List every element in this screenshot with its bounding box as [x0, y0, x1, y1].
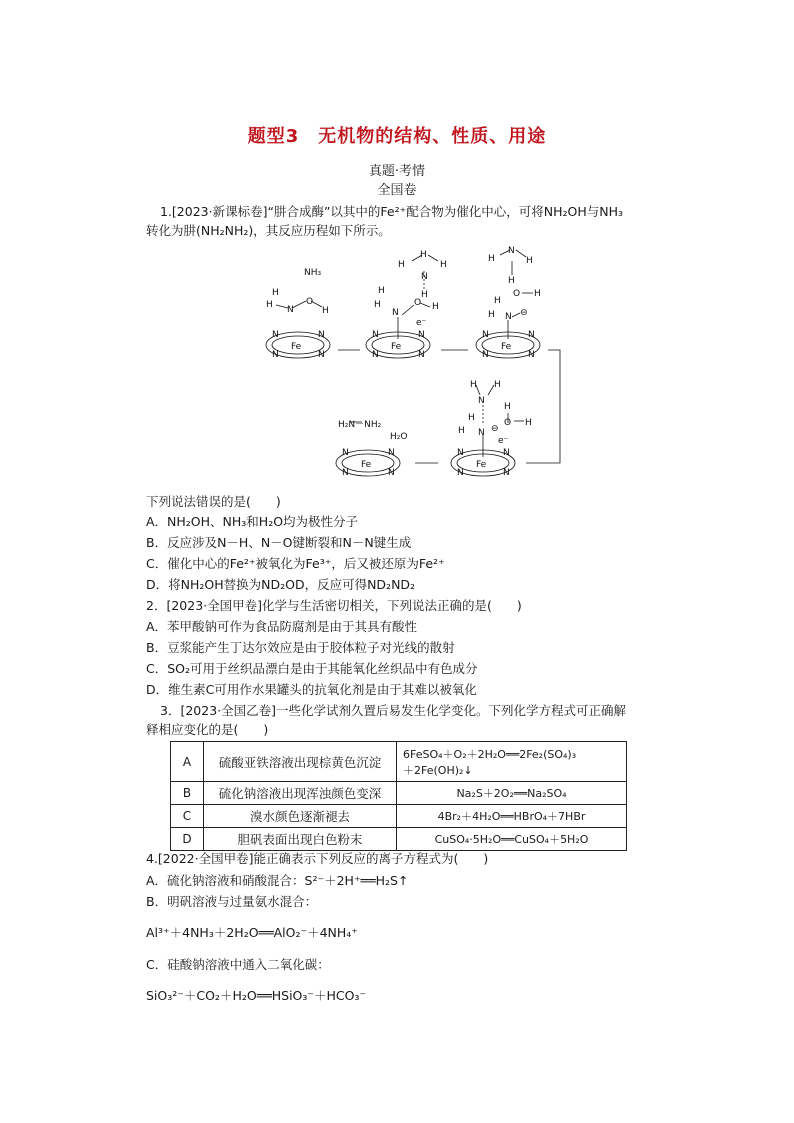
svg-text:⊖: ⊖: [520, 308, 528, 318]
svg-text:Fe: Fe: [391, 342, 402, 352]
svg-text:H: H: [526, 256, 533, 266]
q2-option-c: C．SO₂可用于丝织品漂白是由于其能氧化丝织品中有色成分: [146, 661, 478, 676]
svg-text:H: H: [488, 310, 495, 320]
svg-text:NH₃: NH₃: [304, 268, 322, 278]
q4-option-a: A．硫化钠溶液和硝酸混合：S²⁻＋2H⁺══H₂S↑: [146, 873, 409, 888]
q1-option-a: A．NH₂OH、NH₃和H₂O均为极性分子: [146, 514, 359, 529]
svg-text:N: N: [272, 330, 279, 340]
svg-text:H: H: [525, 418, 532, 428]
q2-option-b: B．豆浆能产生丁达尔效应是由于胶体粒子对光线的散射: [146, 640, 455, 655]
svg-text:H: H: [470, 380, 477, 390]
svg-text:O: O: [306, 297, 314, 307]
svg-text:e⁻: e⁻: [416, 318, 427, 328]
fe-complexes: [272, 330, 535, 478]
svg-text:N: N: [418, 330, 425, 340]
svg-text:N: N: [505, 312, 512, 322]
svg-text:N: N: [503, 448, 510, 458]
svg-text:H: H: [534, 289, 541, 299]
q1-option-d: D．将NH₂OH替换为ND₂OD，反应可得ND₂ND₂: [146, 577, 416, 592]
svg-text:N: N: [482, 330, 489, 340]
svg-text:H₂O: H₂O: [390, 432, 408, 442]
row-key: B: [171, 782, 204, 805]
svg-text:N: N: [418, 350, 425, 360]
svg-text:H₂N－NH₂: H₂N－NH₂: [338, 420, 382, 430]
svg-text:Fe: Fe: [291, 342, 302, 352]
q2-option-d: D．维生素C可用作水果罐头的抗氧化剂是由于其难以被氧化: [146, 682, 477, 697]
svg-text:N: N: [528, 330, 535, 340]
row-description: 溴水颜色逐渐褪去: [204, 805, 397, 828]
svg-text:e⁻: e⁻: [498, 436, 509, 446]
svg-text:N: N: [372, 330, 379, 340]
svg-text:N: N: [528, 350, 535, 360]
svg-text:N: N: [342, 448, 349, 458]
svg-text:N: N: [508, 246, 515, 256]
svg-text:N: N: [372, 350, 379, 360]
q4-stem: 4.[2022·全国甲卷]能正确表示下列反应的离子方程式为( ): [146, 851, 489, 866]
svg-text:Fe: Fe: [361, 460, 372, 470]
svg-text:⊖: ⊖: [491, 424, 499, 434]
row-equation: CuSO₄·5H₂O══CuSO₄＋5H₂O: [397, 828, 627, 851]
q1-option-c: C．催化中心的Fe²⁺被氧化为Fe³⁺，后又被还原为Fe²⁺: [146, 556, 445, 571]
svg-text:Fe: Fe: [476, 460, 487, 470]
svg-text:H: H: [504, 402, 511, 412]
q1-option-b: B．反应涉及N－H、N－O键断裂和N－N键生成: [146, 535, 412, 550]
svg-text:H: H: [488, 254, 495, 264]
section-heading: 真题·考情: [368, 164, 426, 179]
q4-option-c: C．硅酸钠溶液中通入二氧化碳：: [146, 957, 330, 972]
svg-text:N: N: [318, 330, 325, 340]
svg-text:N: N: [272, 350, 279, 360]
row-equation: Na₂S＋2O₂══Na₂SO₄: [397, 782, 627, 805]
row-equation: 6FeSO₄＋O₂＋2H₂O══2Fe₂(SO₄)₃ ＋2Fe(OH)₂↓: [397, 742, 627, 782]
row-description: 硫酸亚铁溶液出现棕黄色沉淀: [204, 742, 397, 782]
subsection-heading: 全国卷: [377, 183, 417, 198]
q2-option-a: A．苯甲酸钠可作为食品防腐剂是由于其具有酸性: [146, 619, 418, 634]
svg-text:N: N: [388, 448, 395, 458]
svg-text:N: N: [457, 448, 464, 458]
svg-text:N: N: [478, 428, 485, 438]
q3-table: [170, 741, 627, 851]
row-equation: 4Br₂＋4H₂O══HBrO₄＋7HBr: [397, 805, 627, 828]
row-key: A: [171, 742, 204, 782]
table-row: [171, 742, 627, 782]
svg-text:N: N: [457, 468, 464, 478]
q4-option-b: B．明矾溶液与过量氨水混合：: [146, 894, 318, 909]
q1-line2: 转化为肼(NH₂NH₂)，其反应历程如下所示。: [146, 223, 391, 238]
svg-text:H: H: [508, 276, 515, 286]
svg-text:H: H: [266, 300, 273, 310]
svg-text:O: O: [414, 298, 422, 308]
svg-text:O: O: [513, 289, 521, 299]
svg-text:Fe: Fe: [501, 342, 512, 352]
svg-text:H: H: [458, 426, 465, 436]
row-description: 胆矾表面出现白色粉末: [204, 828, 397, 851]
svg-text:N: N: [287, 305, 294, 315]
reaction-mechanism-diagram: [258, 245, 578, 495]
svg-text:N: N: [478, 396, 485, 406]
svg-text:H: H: [378, 286, 385, 296]
row-key: D: [171, 828, 204, 851]
svg-text:H: H: [421, 290, 428, 300]
q3-line1: 3．[2023·全国乙卷]一些化学试剂久置后易发生化学变化。下列化学方程式可正确解: [160, 703, 626, 718]
table-row: [171, 828, 627, 851]
svg-text:H: H: [398, 260, 405, 270]
svg-text:H: H: [440, 260, 447, 270]
svg-text:N: N: [421, 272, 428, 282]
svg-text:H: H: [432, 302, 439, 312]
svg-text:O: O: [504, 418, 512, 428]
svg-text:N: N: [503, 468, 510, 478]
svg-text:H: H: [420, 250, 427, 260]
svg-text:N: N: [318, 350, 325, 360]
q1-stem: 下列说法错误的是( ): [146, 494, 281, 509]
svg-text:N: N: [388, 468, 395, 478]
svg-text:N: N: [482, 350, 489, 360]
table-row: [171, 782, 627, 805]
svg-text:N: N: [342, 468, 349, 478]
svg-text:H: H: [468, 413, 475, 423]
table-row: [171, 805, 627, 828]
q4-option-b-equation: Al³⁺＋4NH₃＋2H₂O══AlO₂⁻＋4NH₄⁺: [146, 925, 358, 940]
svg-text:H: H: [272, 288, 279, 298]
svg-text:H: H: [494, 380, 501, 390]
row-description: 硫化钠溶液出现浑浊颜色变深: [204, 782, 397, 805]
q4-option-c-equation: SiO₃²⁻＋CO₂＋H₂O══HSiO₃⁻＋HCO₃⁻: [146, 988, 367, 1003]
svg-text:H: H: [322, 306, 329, 316]
q2-stem: 2．[2023·全国甲卷]化学与生活密切相关，下列说法正确的是( ): [146, 598, 522, 613]
svg-text:H: H: [494, 296, 501, 306]
q1-line1: 1.[2023·新课标卷]“肼合成酶”以其中的Fe²⁺配合物为催化中心，可将NH₂OH与NH₃: [160, 204, 623, 219]
svg-text:N: N: [392, 308, 399, 318]
svg-text:H: H: [374, 300, 381, 310]
q3-line2: 释相应变化的是( ): [146, 722, 269, 737]
page-title: 题型3 无机物的结构、性质、用途: [247, 126, 547, 147]
row-key: C: [171, 805, 204, 828]
